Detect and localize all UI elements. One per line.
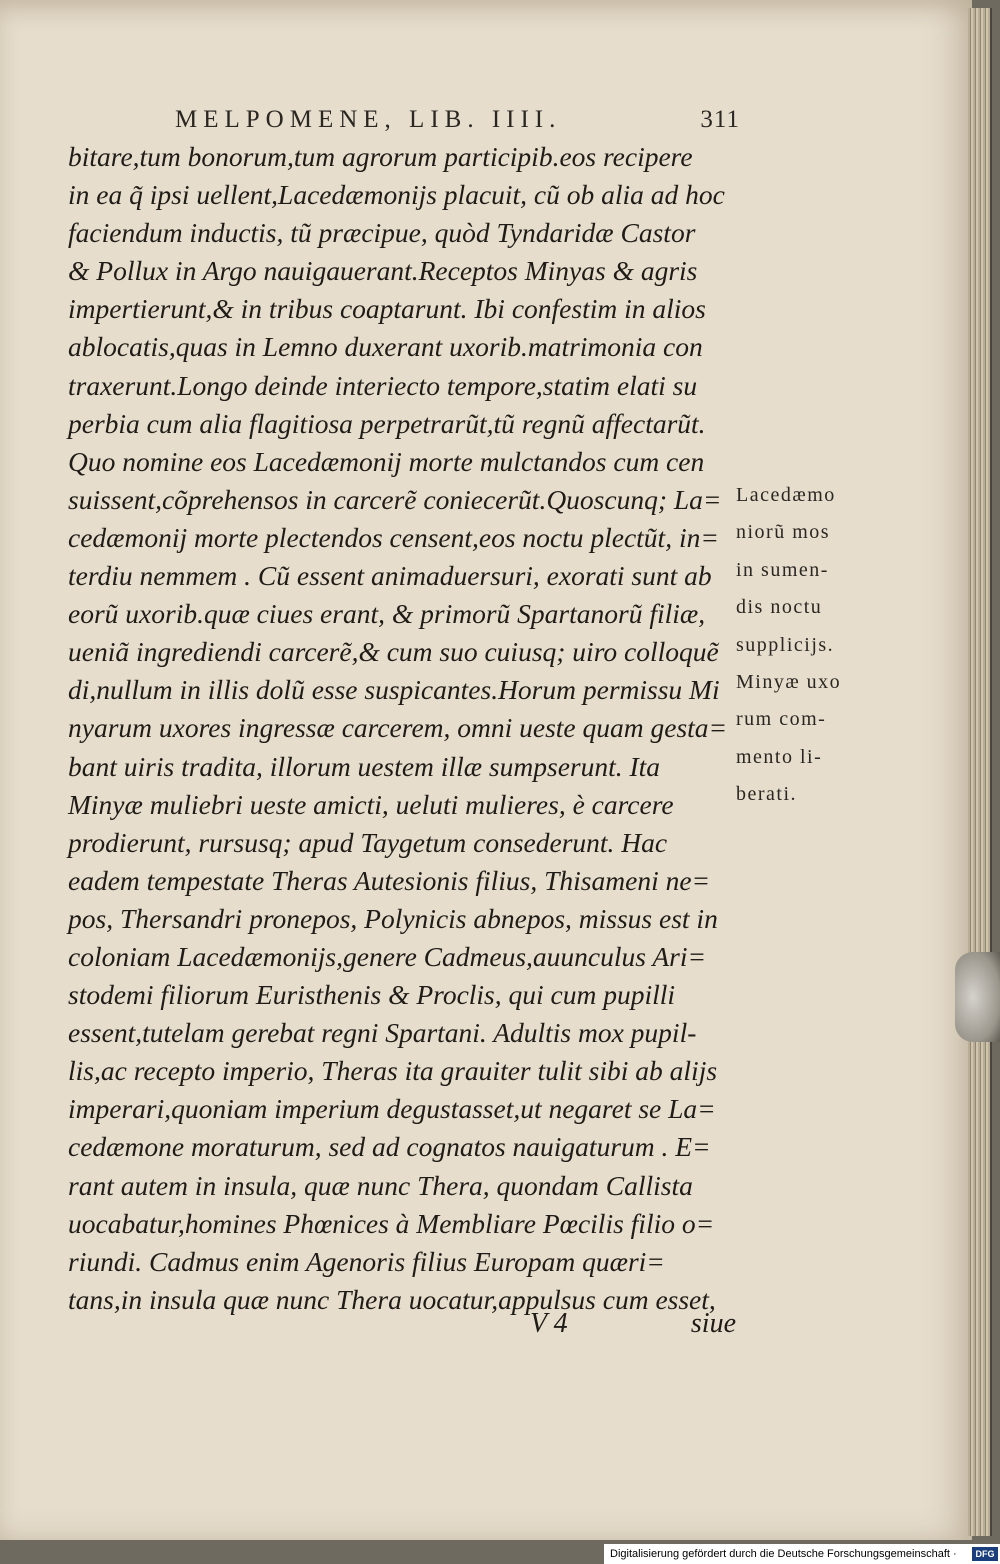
text-line: suissent,cõprehensos in carcerẽ coniecerũt.Quoscunq; La= [68,483,722,515]
text-line: cedæmone moraturum, sed ad cognatos nauigaturum . E= [68,1131,711,1163]
margin-note-line: Lacedæmo [736,484,836,506]
text-line: perbia cum alia flagitiosa perpetrarũt,tũ regnũ affectarũt. [68,407,706,439]
text-line: bitare,tum bonorum,tum agrorum participib.eos recipere [68,141,693,172]
text-line: impertierunt,& in tribus coaptarunt. Ibi confestim in alios [68,293,706,325]
credit-text: Digitalisierung gefördert durch die Deutsche Forschungsgemeinschaft · [610,1548,957,1560]
text-line: eorũ uxorib.quæ ciues erant, & primorũ Spartanorũ filiæ, [68,598,706,630]
dfg-logo: DFG [972,1547,998,1561]
text-line: faciendum inductis, tũ præcipue, quòd Tyndaridæ Castor [68,217,696,249]
text-line: nyarum uxores ingressæ carcerem, omni ueste quam gesta= [68,712,728,744]
text-line: Minyæ muliebri ueste amicti, ueluti mulieres, è carcere [68,788,674,820]
text-line: traxerunt.Longo deinde interiecto tempore,statim elati su [68,369,698,401]
margin-note-line: dis noctu [736,596,823,619]
text-line: bant uiris tradita, illorum uestem illæ sumpserunt. Ita [68,750,661,782]
running-title: MELPOMENE, LIB. IIII. [175,106,562,133]
text-line: Quo nomine eos Lacedæmonij morte mulctandos cum cen [68,445,705,477]
body-text [68,138,738,1319]
margin-note-line: supplicijs. [736,633,835,656]
text-line: rant autem in insula, quæ nunc Thera, quondam Callista [68,1169,693,1201]
signature-mark: V 4 [530,1308,568,1339]
text-line: di,nullum in illis dolũ esse suspicantes.Horum permissu Mi [68,674,720,706]
margin-note-line: Minyæ uxo [736,670,842,693]
text-line: eadem tempestate Theras Autesionis filius, Thisameni ne= [68,864,711,896]
text-line: pos, Thersandri pronepos, Polynicis abnepos, missus est in [68,902,718,934]
margin-note-line: in sumen- [736,558,829,581]
text-line: riundi. Cadmus enim Agenoris filius Europam quæri= [68,1245,665,1277]
text-line: essent,tutelam gerebat regni Spartani. Adultis mox pupil- [68,1017,697,1049]
text-line: ablocatis,quas in Lemno duxerant uxorib.matrimonia con [68,331,703,363]
text-line: ueniã ingrediendi carcerẽ,& cum suo cuiusq; uiro colloquẽ [68,636,719,668]
text-line: uocabatur,homines Phœnices à Membliare Pœcilis filio o= [68,1207,715,1239]
text-line: & Pollux in Argo nauigauerant.Receptos Minyas & agris [68,255,698,287]
text-line: tans,in insula quæ nunc Thera uocatur,appulsus cum esset, [68,1283,716,1315]
text-line: stodemi filiorum Euristhenis & Proclis, qui cum pupilli [68,979,676,1011]
text-line: cedæmonij morte plectendos censent,eos noctu plectũt, in= [68,521,719,553]
margin-note-line: rum com- [736,708,827,731]
digitization-credit [604,1544,1000,1564]
text-line: imperari,quoniam imperium degustasset,ut negaret se La= [68,1093,716,1125]
catchword: siue [690,1308,736,1339]
text-line: lis,ac recepto imperio, Theras ita grauiter tulit sibi ab alijs [68,1055,718,1087]
margin-note-line: niorũ mos [736,521,831,544]
margin-note [736,477,881,814]
book-clasp [955,952,1000,1042]
margin-note-line: berati. [736,783,798,806]
text-line: in ea q̃ ipsi uellent,Lacedæmonijs placuit, cũ ob alia ad hoc [68,179,725,211]
text-line: terdiu nemmem . Cũ essent animaduersuri, exorati sunt ab [68,560,712,592]
catchword-line [520,1308,740,1348]
text-line: prodierunt, rursusq; apud Taygetum consederunt. Hac [68,826,668,858]
page-number: 311 [700,106,740,133]
margin-note-line: mento li- [736,745,823,768]
text-line: coloniam Lacedæmonijs,genere Cadmeus,auunculus Ari= [68,940,707,972]
page-edges [968,8,992,1536]
